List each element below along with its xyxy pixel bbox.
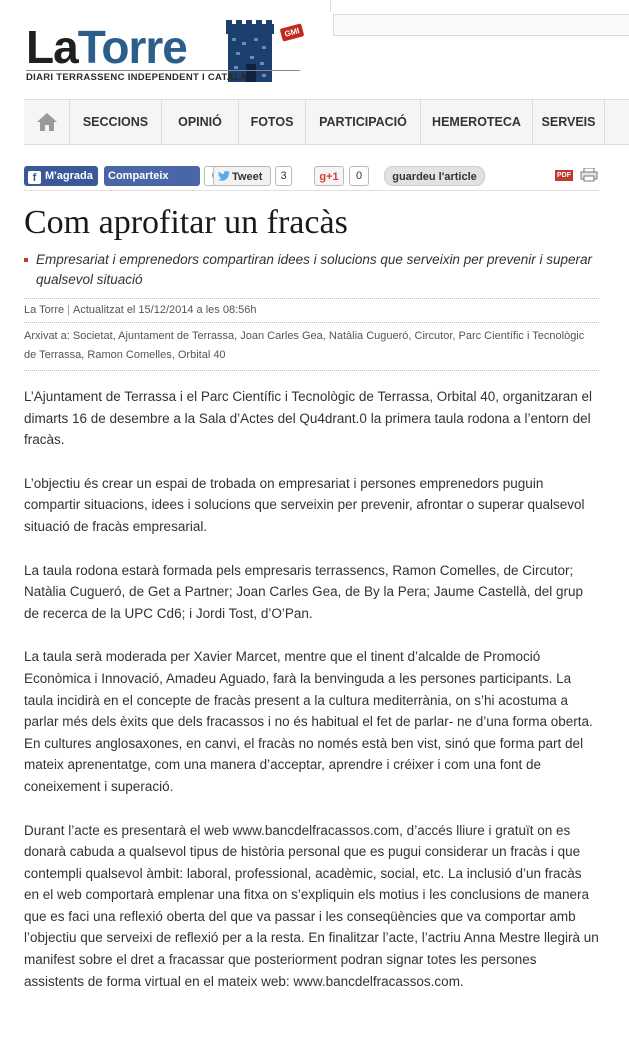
lead-text: Empresariat i emprenedors compartiran idees i solucions que serveixin per prevenir i superar qualsevol situació bbox=[36, 252, 593, 287]
tweet-label: Tweet bbox=[232, 171, 263, 183]
article-body bbox=[24, 386, 599, 1014]
body-paragraph: La taula rodona estarà formada pels empresaris terrassencs, Ramon Comelles, de Circutor; Natàlia Cugueró, de Get a Partner; Joan Carles Gea, de By la Pera; Jaume Castellà, del grup de recerca de la UPC Cd6; i Jordi Tost, d’O’Pan. bbox=[24, 562, 584, 621]
site-tagline: DIARI TERRASSENC INDEPENDENT I CATALÀ bbox=[26, 70, 300, 83]
main-nav bbox=[24, 99, 629, 145]
article-title: Com aprofitar un fracàs bbox=[24, 204, 348, 241]
gplus-count: 0 bbox=[349, 166, 369, 186]
body-paragraph: La taula serà moderada per Xavier Marcet, mentre que el tinent d’alcalde de Promoció Econòmica i Innovació, Amadeu Aguado, farà la benvinguda a les persones participants. La taula incidirà en el concepte de fracàs present a la cultura mediterrània, on s’hi acostuma a parlar més dels èxits que dels fracassos i no és habitual el fet de parlar- ne d’una forma oberta. En cultures anglosaxones, en canvi, el fracàs no només està ben vist, sinó que forma part del mateix aprenentatge, com una manera d’acceptar, aprendre i créixer i com una font de coneixement i superació. bbox=[24, 649, 593, 794]
body-paragraph: L’objectiu és crear un espai de trobada on empresariat i persones emprenedors puguin compartir situacions, idees i solucions que serveixin per prevenir, afrontar o superar qualsevol situació de fracàs empresarial. bbox=[24, 475, 585, 534]
article-meta bbox=[24, 304, 256, 316]
lead-bullet bbox=[24, 258, 28, 262]
body-paragraph: Durant l’acte es presentarà el web www.bancdelfracassos.com, d’accés lliure i gratuït on es donarà cabuda a qualsevol tipus de història personal que es pugui considerar un fracàs i que contempli qualsevol àmbit: laboral, professional, acadèmic, social, etc. La inclusió d’un fracàs en el web comportarà emplenar una fitxa on s’expliquin els motius i les conclusions de manera que es faci una reflexió oberta del que va passar i les conseqüències que va comportar amb l’objectiu que serveixi de reflexió per a la resta. En finalitzar l’acte, l’actriu Anna Mestre llegirà un manifest sobre el dret a fracassar que posteriorment podran signar totes les persones assistents de forma virtual en el mateix web: www.bancdelfracassos.com. bbox=[24, 822, 599, 989]
divider bbox=[24, 298, 599, 299]
header-divider bbox=[330, 0, 331, 12]
nav-item-opinio[interactable]: OPINIÓ bbox=[162, 100, 239, 144]
tweet-button[interactable] bbox=[213, 166, 271, 186]
gplus-button[interactable]: g+1 bbox=[314, 166, 344, 186]
facebook-icon: f bbox=[28, 171, 41, 184]
share-bar bbox=[24, 166, 599, 188]
nav-item-fotos[interactable]: FOTOS bbox=[239, 100, 306, 144]
top-search-bar[interactable] bbox=[333, 14, 629, 36]
logo-wordmark bbox=[26, 21, 187, 73]
nav-item-serveis[interactable]: SERVEIS bbox=[533, 100, 605, 144]
nav-item-hemeroteca[interactable]: HEMEROTECA bbox=[421, 100, 533, 144]
article-updated: Actualitzat el 15/12/2014 a les 08:56h bbox=[73, 304, 257, 316]
twitter-bird-icon bbox=[218, 171, 230, 181]
tweet-count: 3 bbox=[275, 166, 292, 186]
site-logo[interactable] bbox=[26, 18, 306, 84]
body-paragraph: L’Ajuntament de Terrassa i el Parc Científic i Tecnològic de Terrassa, Orbital 40, organitzaran el dimarts 16 de desembre a la Sala d’Actes del Qu4drant.0 la primera taula rodona a l’entorn del fracàs. bbox=[24, 389, 593, 448]
save-article-button[interactable]: guardeu l'article bbox=[384, 166, 485, 186]
nav-item-participacio[interactable]: PARTICIPACIÓ bbox=[306, 100, 421, 144]
article-source[interactable]: La Torre bbox=[24, 304, 65, 316]
pdf-icon[interactable]: PDF bbox=[557, 172, 571, 179]
divider bbox=[24, 370, 599, 371]
logo-wordmark-torre: Torre bbox=[77, 21, 187, 73]
meta-separator: | bbox=[67, 304, 71, 316]
article-tags[interactable]: Arxivat a: Societat, Ajuntament de Terrassa, Joan Carles Gea, Natàlia Cugueró, Circutor, Parc Científic i Tecnològic de Terrassa, Ramon Comelles, Orbital 40 bbox=[24, 330, 585, 361]
facebook-like-button[interactable] bbox=[24, 166, 98, 186]
share-divider bbox=[24, 190, 599, 191]
divider bbox=[24, 322, 599, 323]
facebook-share-button[interactable]: Comparteix bbox=[104, 166, 200, 186]
logo-badge: GMI bbox=[280, 23, 305, 41]
logo-wordmark-la: La bbox=[26, 21, 78, 73]
home-icon bbox=[36, 112, 58, 132]
printer-icon[interactable] bbox=[580, 168, 598, 182]
like-label: M'agrada bbox=[45, 170, 93, 182]
nav-home[interactable] bbox=[24, 100, 70, 144]
nav-item-seccions[interactable]: SECCIONS bbox=[70, 100, 162, 144]
